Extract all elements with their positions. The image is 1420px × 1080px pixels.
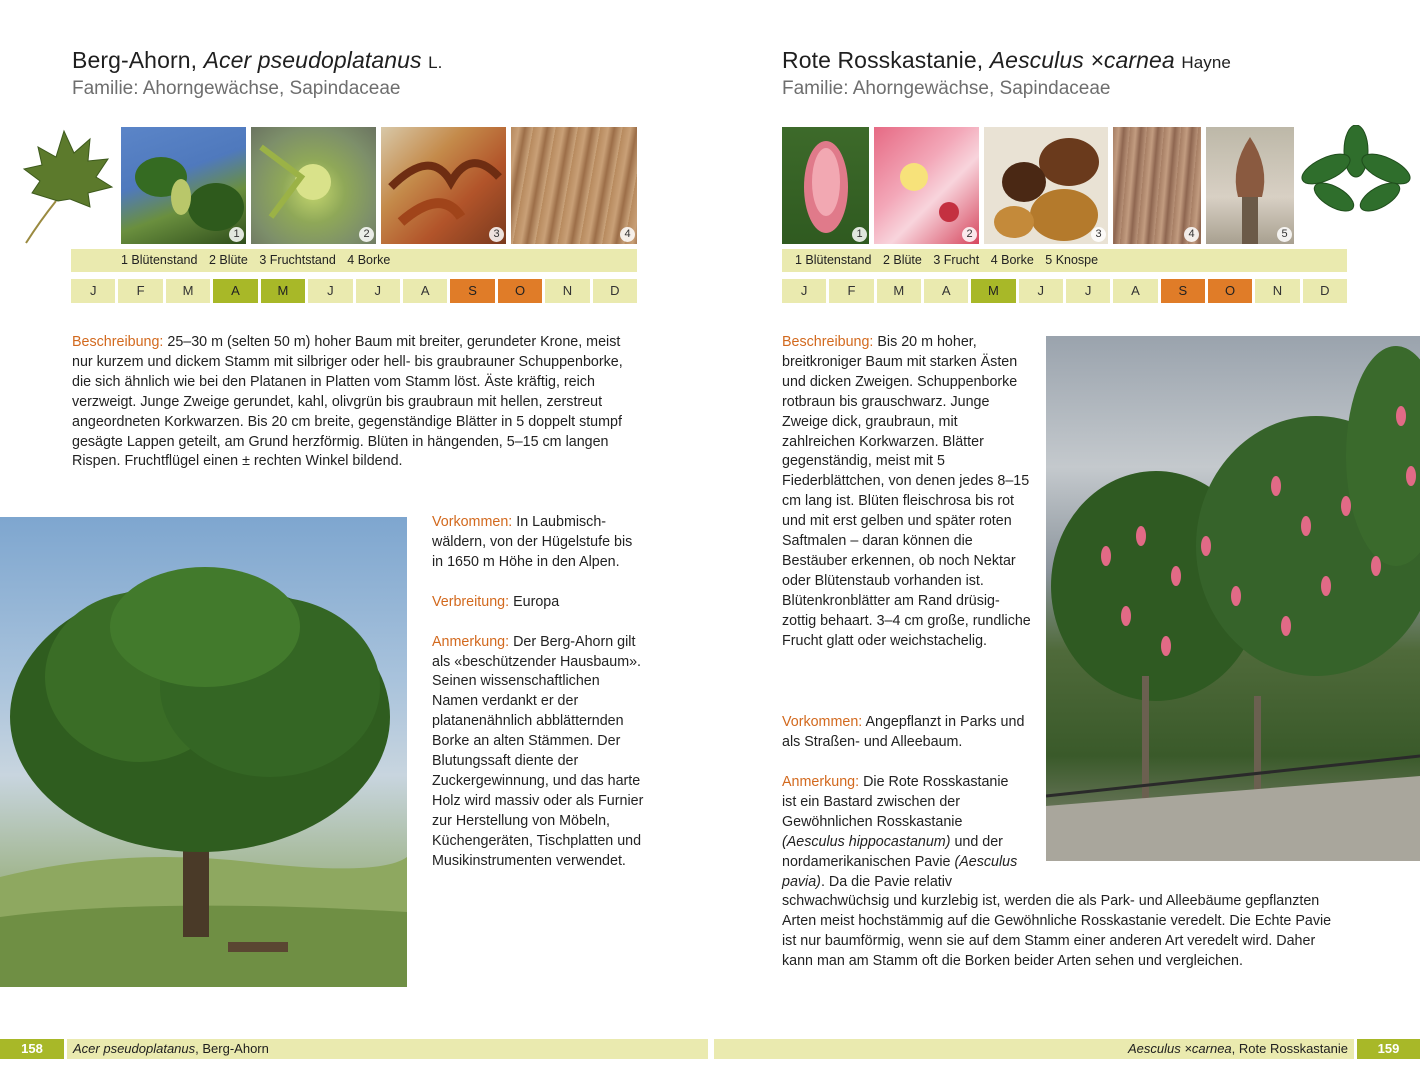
left-month-calendar	[71, 279, 637, 303]
right-remark-italic-2: (Aesculus pavia)	[782, 853, 1018, 890]
right-legend-item: 4 Borke	[990, 253, 1034, 267]
right-photo-5-number: 5	[1277, 227, 1292, 242]
right-title-author: Hayne	[1181, 53, 1231, 72]
right-month-calendar	[782, 279, 1347, 303]
left-remark-text: Der Berg-Ahorn gilt als «beschützender Hausbaum». Seinen wissenschaftlichen Namen verdankt er der platanenähnlich abblätternden Borke an alten Stämmen. Der Blutungssaft diente der Zuckergewinnung, und das harte Holz wird massiv oder als Furnier zur Herstellung von Möbeln, Küchengeräten, Tischplatten und Musikinstrumenten verwendet.	[432, 633, 644, 869]
left-month-apr: A	[213, 279, 257, 303]
right-running-footer	[714, 1039, 1354, 1059]
right-legend-item: 5 Knospe	[1045, 253, 1099, 267]
left-month-mar: M	[166, 279, 210, 303]
left-description-label: Beschreibung:	[72, 334, 164, 350]
left-month-jun: J	[308, 279, 352, 303]
left-month-dec: D	[593, 279, 637, 303]
right-description-text: Bis 20 m hoher, breitkroniger Baum mit starken Ästen und dicken Zweigen. Schuppenborke rotbraun bis grauschwarz. Junge Zweige dick, graubraun, mit zahlreichen Korkwarzen. Blätter gegenständig, meist mit 5 Fiederblättchen, von denen jedes 8–15 cm lang ist. Blüten fleischrosa bis rot und mit erst gelben und später roten Saftmalen – daran können die Bestäuber erkennen, ob noch Nektar oder Blütenstaub vorhanden ist. Blütenkronblätter am Rand drüsig-zottig behaart. 3–4 cm große, rundliche Frucht glatt oder weichstachelig.	[782, 334, 1031, 649]
right-month-dec: D	[1303, 279, 1347, 303]
right-description	[782, 333, 1032, 652]
maple-leaf-icon	[18, 125, 116, 247]
left-month-jan: J	[71, 279, 115, 303]
right-remark-text-1: Die Rote Rosskastanie ist ein Bastard zwischen der Gewöhnlichen Rosskastanie	[782, 774, 1009, 830]
right-occurrence	[782, 713, 1032, 753]
left-occurrence	[432, 513, 644, 573]
right-month-feb: F	[829, 279, 873, 303]
right-page-number: 159	[1357, 1039, 1420, 1059]
right-title-common: Rote Rosskastanie,	[782, 47, 984, 73]
right-description-label: Beschreibung:	[782, 334, 874, 350]
left-distribution-text: Europa	[509, 593, 560, 610]
left-page-number: 158	[0, 1039, 64, 1059]
left-distribution	[432, 593, 644, 613]
left-tree-photo	[0, 517, 407, 987]
right-month-may: M	[971, 279, 1015, 303]
left-photo-flower	[251, 127, 376, 244]
left-legend-item: 4 Borke	[347, 253, 391, 267]
right-photo-1-number: 1	[852, 227, 867, 242]
left-photo-fruit	[381, 127, 506, 244]
right-month-jul: J	[1066, 279, 1110, 303]
left-occurrence-label: Vorkommen:	[432, 514, 513, 530]
left-legend-item: 2 Blüte	[208, 253, 248, 267]
right-photo-2-number: 2	[962, 227, 977, 242]
right-month-jan: J	[782, 279, 826, 303]
left-month-aug: A	[403, 279, 447, 303]
left-month-feb: F	[118, 279, 162, 303]
chestnut-leaf-icon	[1300, 125, 1412, 225]
right-photo-3-number: 3	[1091, 227, 1106, 242]
left-month-nov: N	[545, 279, 589, 303]
right-month-apr: A	[924, 279, 968, 303]
right-month-nov: N	[1255, 279, 1299, 303]
right-legend-item: 1 Blütenstand	[795, 253, 872, 267]
left-month-may: M	[261, 279, 305, 303]
right-photo-flower	[874, 127, 979, 244]
right-photo-bud	[1206, 127, 1294, 244]
left-side-notes	[432, 513, 644, 872]
left-title-latin: Acer pseudoplatanus	[203, 47, 422, 73]
left-description-text: 25–30 m (selten 50 m) hoher Baum mit breiter, gerundeter Krone, meist nur kurzem und dickem Stamm mit silbriger oder hell- bis graubrauner Schuppenborke, die sich ähnlich wie bei den Platanen in Platten vom Stamm löst. Äste kräftig, reich verzweigt. Junge Zweige gerundet, kahl, olivgrün bis graubraun mit hellen, zerstreut angeordneten Korkwarzen. Bis 20 cm breite, gegenständige Blätter in 5 doppelt stumpf gesägte Lappen geteilt, am Grund herzförmig. Blüten in hängenden, 5–15 cm langen Rispen. Fruchtflügel einen ± rechten Winkel bildend.	[72, 334, 623, 470]
left-photo-1-number: 1	[229, 227, 244, 242]
left-month-sep: S	[450, 279, 494, 303]
left-footer-latin: Acer pseudoplatanus	[73, 1041, 196, 1056]
left-running-footer	[67, 1039, 708, 1059]
right-photo-bark	[1113, 127, 1201, 244]
right-remark-label: Anmerkung:	[782, 774, 860, 790]
right-remark-text-3: . Da die Pavie relativ schwachwüchsig und kurzlebig ist, werden die als Park- und Alleebäume gepflanzten Arten meist hochstämmig auf die Gewöhnliche Rosskastanie veredelt. Die Echte Pavie ist nur baumförmig, wenn sie auf dem Stamm einer anderen Art veredelt wird. Daher kann man am Stamm oft die Borken beider Arten sehen und vergleichen.	[782, 873, 1332, 970]
left-photo-inflorescence	[121, 127, 246, 244]
right-photo-4-number: 4	[1184, 227, 1199, 242]
left-photo-4-number: 4	[620, 227, 635, 242]
right-remark	[782, 773, 1347, 972]
right-occurrence-label: Vorkommen:	[782, 714, 863, 730]
right-title	[782, 47, 1231, 74]
right-footer-latin: Aesculus ×carnea	[1127, 1041, 1232, 1056]
left-description	[72, 333, 638, 472]
right-month-mar: M	[877, 279, 921, 303]
left-legend-item: 3 Fruchtstand	[259, 253, 336, 267]
left-footer-common: , Berg-Ahorn	[195, 1041, 269, 1056]
left-title-author: L.	[428, 53, 443, 72]
right-footer-common: , Rote Rosskastanie	[1231, 1041, 1348, 1056]
right-month-sep: S	[1161, 279, 1205, 303]
right-remark-italic-1: (Aesculus hippocastanum)	[782, 833, 951, 850]
left-distribution-label: Verbreitung:	[432, 593, 510, 610]
left-month-jul: J	[356, 279, 400, 303]
left-remark	[432, 633, 644, 872]
right-photo-inflorescence	[782, 127, 869, 244]
left-month-oct: O	[498, 279, 542, 303]
left-occurrence-text: In Laubmischwäldern, von der Hügelstufe bis in 1650 m Höhe in den Alpen.	[432, 514, 633, 570]
right-photo-legend	[782, 249, 1347, 272]
right-month-jun: J	[1019, 279, 1063, 303]
right-legend-item: 3 Frucht	[933, 253, 980, 267]
left-title	[72, 47, 443, 74]
left-title-common: Berg-Ahorn,	[72, 47, 198, 73]
right-family: Familie: Ahorngewächse, Sapindaceae	[782, 78, 1111, 99]
left-photo-3-number: 3	[489, 227, 504, 242]
right-photo-fruit	[984, 127, 1108, 244]
right-remark-text-2: und der nordamerikanischen Pavie	[782, 833, 1003, 870]
right-month-aug: A	[1113, 279, 1157, 303]
right-occurrence-text: Angepflanzt in Parks und als Straßen- und Alleebaum.	[782, 714, 1025, 750]
right-title-latin: Aesculus ×carnea	[989, 47, 1175, 73]
right-month-oct: O	[1208, 279, 1252, 303]
left-photo-2-number: 2	[359, 227, 374, 242]
right-legend-item: 2 Blüte	[882, 253, 922, 267]
left-remark-label: Anmerkung:	[432, 633, 510, 650]
left-photo-legend	[71, 249, 637, 272]
left-family: Familie: Ahorngewächse, Sapindaceae	[72, 78, 401, 99]
left-legend-item: 1 Blütenstand	[121, 253, 198, 267]
left-photo-bark	[511, 127, 637, 244]
